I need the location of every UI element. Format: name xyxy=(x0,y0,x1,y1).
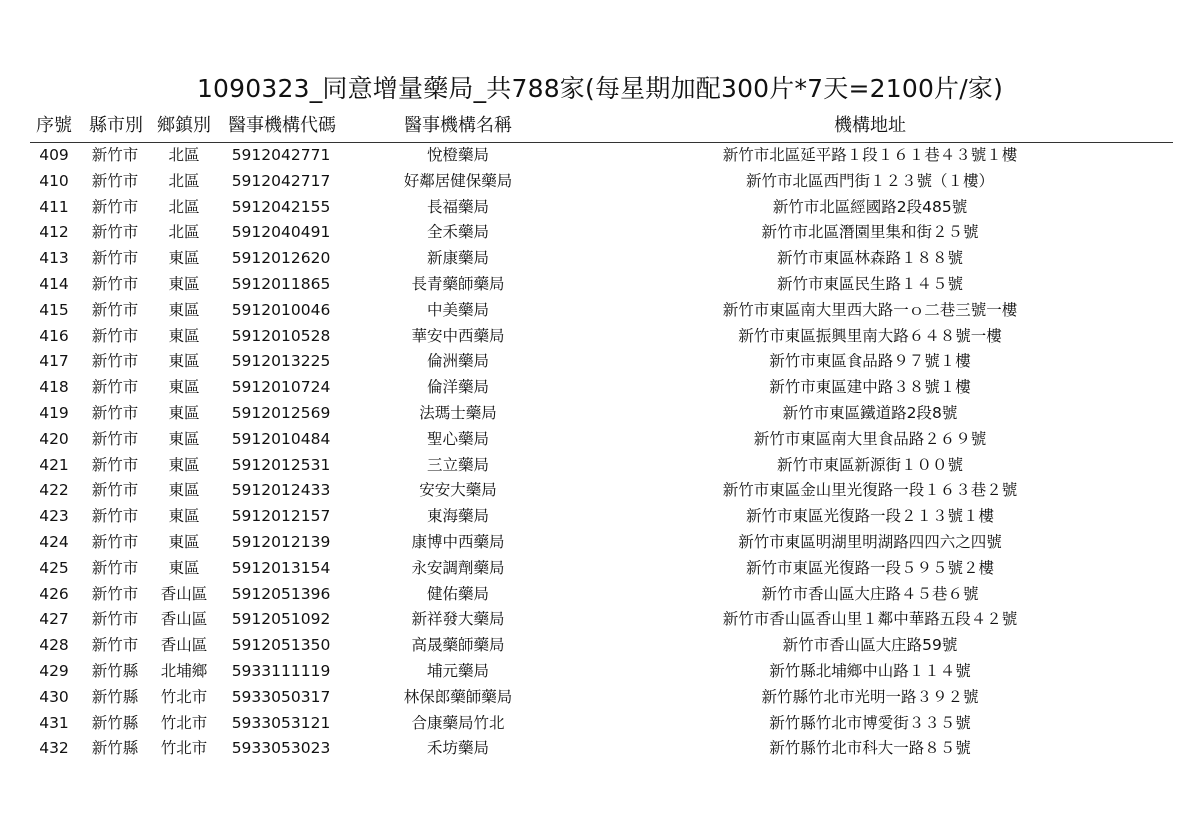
cell-name: 全禾藥局 xyxy=(426,223,489,242)
cell-name: 新祥發大藥局 xyxy=(411,610,505,629)
cell-seq: 416 xyxy=(39,326,69,345)
cell-name: 林保郎藥師藥局 xyxy=(403,687,513,706)
cell-seq: 420 xyxy=(39,429,69,448)
cell-city: 新竹市 xyxy=(91,249,139,268)
cell-seq: 432 xyxy=(39,739,69,758)
table-row xyxy=(0,375,1200,401)
cell-seq: 429 xyxy=(39,661,69,680)
cell-address: 新竹縣北埔鄉中山路１１４號 xyxy=(769,661,971,680)
cell-address: 新竹市東區鐵道路2段8號 xyxy=(782,403,958,422)
cell-town: 東區 xyxy=(168,249,200,268)
cell-address: 新竹市東區南大里食品路２６９號 xyxy=(753,429,987,448)
cell-code: 5912042155 xyxy=(231,197,331,216)
cell-code: 5912040491 xyxy=(231,223,331,242)
cell-city: 新竹市 xyxy=(91,326,139,345)
cell-address: 新竹市北區潛園里集和街２５號 xyxy=(761,223,979,242)
cell-city: 新竹市 xyxy=(91,455,139,474)
cell-town: 東區 xyxy=(168,507,200,526)
cell-seq: 421 xyxy=(39,455,69,474)
cell-address: 新竹市香山區大庄路59號 xyxy=(782,636,958,655)
cell-code: 5912010724 xyxy=(231,378,331,397)
cell-seq: 410 xyxy=(39,171,69,190)
cell-town: 東區 xyxy=(168,352,200,371)
table-row xyxy=(0,530,1200,556)
cell-name: 悅橙藥局 xyxy=(426,146,489,164)
cell-seq: 428 xyxy=(39,636,69,655)
cell-code: 5912012157 xyxy=(231,507,331,526)
cell-name: 聖心藥局 xyxy=(426,429,489,448)
cell-seq: 427 xyxy=(39,610,69,629)
cell-city: 新竹市 xyxy=(91,429,139,448)
table-row xyxy=(0,246,1200,272)
cell-town: 東區 xyxy=(168,300,200,319)
header-code: 醫事機構代碼 xyxy=(228,115,336,136)
cell-name: 好鄰居健保藥局 xyxy=(403,171,513,190)
cell-city: 新竹市 xyxy=(91,584,139,603)
table-row xyxy=(0,453,1200,479)
cell-address: 新竹市北區經國路2段485號 xyxy=(772,197,968,216)
cell-name: 三立藥局 xyxy=(426,455,489,474)
cell-city: 新竹市 xyxy=(91,558,139,577)
cell-city: 新竹市 xyxy=(91,507,139,526)
cell-seq: 419 xyxy=(39,403,69,422)
cell-seq: 418 xyxy=(39,378,69,397)
cell-city: 新竹市 xyxy=(91,636,139,655)
cell-seq: 414 xyxy=(39,274,69,293)
cell-city: 新竹市 xyxy=(91,300,139,319)
cell-seq: 431 xyxy=(39,713,69,732)
cell-name: 健佑藥局 xyxy=(426,584,489,603)
table-row xyxy=(0,685,1200,711)
cell-name: 長青藥師藥局 xyxy=(411,274,505,293)
cell-name: 法瑪士藥局 xyxy=(419,403,497,422)
cell-town: 北區 xyxy=(168,197,200,216)
cell-seq: 415 xyxy=(39,300,69,319)
cell-town: 東區 xyxy=(168,403,200,422)
cell-town: 東區 xyxy=(168,429,200,448)
cell-town: 北埔鄉 xyxy=(160,661,208,680)
cell-code: 5912010528 xyxy=(231,326,331,345)
table-row xyxy=(0,633,1200,659)
cell-city: 新竹市 xyxy=(91,403,139,422)
cell-address: 新竹市東區光復路一段５９５號２樓 xyxy=(745,558,994,577)
cell-city: 新竹縣 xyxy=(91,661,139,680)
cell-seq: 426 xyxy=(39,584,69,603)
cell-town: 東區 xyxy=(168,532,200,551)
cell-seq: 430 xyxy=(39,687,69,706)
cell-address: 新竹市北區延平路１段１６１巷４３號１樓 xyxy=(722,146,1018,164)
cell-town: 北區 xyxy=(168,171,200,190)
cell-code: 5912013225 xyxy=(231,352,331,371)
cell-address: 新竹市東區明湖里明湖路四四六之四號 xyxy=(738,532,1002,551)
cell-town: 北區 xyxy=(168,223,200,242)
cell-code: 5912013154 xyxy=(231,558,331,577)
cell-name: 永安調劑藥局 xyxy=(411,558,505,577)
table-row xyxy=(0,607,1200,633)
cell-seq: 422 xyxy=(39,481,69,500)
header-address: 機構地址 xyxy=(834,115,906,136)
cell-name: 華安中西藥局 xyxy=(411,326,505,345)
cell-seq: 425 xyxy=(39,558,69,577)
cell-town: 東區 xyxy=(168,558,200,577)
header-city: 縣市別 xyxy=(89,115,143,136)
table-header xyxy=(0,112,1200,140)
cell-city: 新竹縣 xyxy=(91,687,139,706)
cell-name: 高晟藥師藥局 xyxy=(411,636,505,655)
table-row xyxy=(0,195,1200,221)
cell-city: 新竹縣 xyxy=(91,713,139,732)
cell-seq: 411 xyxy=(39,197,69,216)
table-row xyxy=(0,556,1200,582)
cell-name: 合康藥局竹北 xyxy=(411,713,505,732)
cell-town: 竹北市 xyxy=(160,739,208,758)
cell-city: 新竹市 xyxy=(91,481,139,500)
table-body xyxy=(0,143,1200,762)
cell-code: 5912011865 xyxy=(231,274,331,293)
cell-name: 倫洲藥局 xyxy=(426,352,489,371)
table-row xyxy=(0,478,1200,504)
cell-name: 禾坊藥局 xyxy=(426,739,489,758)
cell-address: 新竹市香山區大庄路４５巷６號 xyxy=(761,584,979,603)
cell-town: 東區 xyxy=(168,378,200,397)
cell-code: 5912042771 xyxy=(231,146,331,164)
cell-address: 新竹縣竹北市博愛街３３５號 xyxy=(769,713,971,732)
cell-address: 新竹市東區建中路３８號１樓 xyxy=(769,378,971,397)
cell-town: 東區 xyxy=(168,326,200,345)
cell-town: 東區 xyxy=(168,455,200,474)
cell-name: 安安大藥局 xyxy=(419,481,497,500)
cell-address: 新竹市東區新源街１００號 xyxy=(776,455,963,474)
table-row xyxy=(0,298,1200,324)
cell-code: 5912012620 xyxy=(231,249,331,268)
cell-name: 新康藥局 xyxy=(426,249,489,268)
header-seq: 序號 xyxy=(36,115,72,136)
document-title: 1090323_同意增量藥局_共788家(每星期加配300片*7天=2100片/家) xyxy=(196,74,1004,103)
cell-city: 新竹市 xyxy=(91,223,139,242)
cell-address: 新竹市東區振興里南大路６４８號一樓 xyxy=(738,326,1002,345)
cell-code: 5912012433 xyxy=(231,481,331,500)
table-row xyxy=(0,272,1200,298)
table-row xyxy=(0,711,1200,737)
cell-seq: 409 xyxy=(39,146,69,164)
cell-name: 中美藥局 xyxy=(426,300,489,319)
cell-code: 5912012569 xyxy=(231,403,331,422)
cell-code: 5912042717 xyxy=(231,171,331,190)
table-row xyxy=(0,143,1200,169)
table-row xyxy=(0,504,1200,530)
cell-city: 新竹市 xyxy=(91,610,139,629)
cell-town: 香山區 xyxy=(160,584,208,603)
table-row xyxy=(0,324,1200,350)
cell-town: 北區 xyxy=(168,146,200,164)
cell-address: 新竹市東區食品路９７號１樓 xyxy=(769,352,971,371)
cell-city: 新竹市 xyxy=(91,274,139,293)
cell-town: 香山區 xyxy=(160,610,208,629)
cell-city: 新竹市 xyxy=(91,378,139,397)
cell-city: 新竹市 xyxy=(91,171,139,190)
cell-town: 香山區 xyxy=(160,636,208,655)
cell-town: 竹北市 xyxy=(160,687,208,706)
cell-code: 5912051350 xyxy=(231,636,331,655)
header-town: 鄉鎮別 xyxy=(157,115,211,136)
cell-seq: 413 xyxy=(39,249,69,268)
cell-name: 倫洋藥局 xyxy=(426,378,489,397)
cell-name: 東海藥局 xyxy=(426,507,489,526)
cell-seq: 412 xyxy=(39,223,69,242)
cell-code: 5912010046 xyxy=(231,300,331,319)
table-row xyxy=(0,736,1200,762)
cell-seq: 424 xyxy=(39,532,69,551)
cell-address: 新竹市東區民生路１４５號 xyxy=(776,274,963,293)
cell-city: 新竹市 xyxy=(91,352,139,371)
cell-address: 新竹縣竹北市科大一路８５號 xyxy=(769,739,971,758)
cell-name: 埔元藥局 xyxy=(426,661,489,680)
cell-city: 新竹市 xyxy=(91,146,139,164)
cell-address: 新竹縣竹北市光明一路３９２號 xyxy=(761,687,979,706)
cell-city: 新竹市 xyxy=(91,197,139,216)
cell-address: 新竹市東區林森路１８８號 xyxy=(776,249,963,268)
cell-seq: 417 xyxy=(39,352,69,371)
cell-code: 5933111119 xyxy=(231,661,331,680)
cell-city: 新竹縣 xyxy=(91,739,139,758)
cell-code: 5933053023 xyxy=(231,739,331,758)
cell-town: 竹北市 xyxy=(160,713,208,732)
table-row xyxy=(0,659,1200,685)
cell-city: 新竹市 xyxy=(91,532,139,551)
cell-address: 新竹市東區南大里西大路一ｏ二巷三號一樓 xyxy=(722,300,1018,319)
cell-code: 5912051396 xyxy=(231,584,331,603)
cell-town: 東區 xyxy=(168,274,200,293)
cell-code: 5912010484 xyxy=(231,429,331,448)
cell-name: 康博中西藥局 xyxy=(411,532,505,551)
cell-code: 5912051092 xyxy=(231,610,331,629)
cell-name: 長福藥局 xyxy=(426,197,489,216)
cell-code: 5933053121 xyxy=(231,713,331,732)
cell-seq: 423 xyxy=(39,507,69,526)
cell-address: 新竹市香山區香山里１鄰中華路五段４２號 xyxy=(722,610,1018,629)
header-name: 醫事機構名稱 xyxy=(404,115,512,136)
table-row xyxy=(0,582,1200,608)
table-row xyxy=(0,349,1200,375)
table-row xyxy=(0,401,1200,427)
cell-code: 5933050317 xyxy=(231,687,331,706)
table-row xyxy=(0,427,1200,453)
cell-address: 新竹市東區光復路一段２１３號１樓 xyxy=(745,507,994,526)
cell-code: 5912012139 xyxy=(231,532,331,551)
cell-address: 新竹市北區西門街１２３號（１樓） xyxy=(745,171,994,190)
cell-code: 5912012531 xyxy=(231,455,331,474)
table-row xyxy=(0,169,1200,195)
cell-town: 東區 xyxy=(168,481,200,500)
cell-address: 新竹市東區金山里光復路一段１６３巷２號 xyxy=(722,481,1018,500)
table-row xyxy=(0,220,1200,246)
